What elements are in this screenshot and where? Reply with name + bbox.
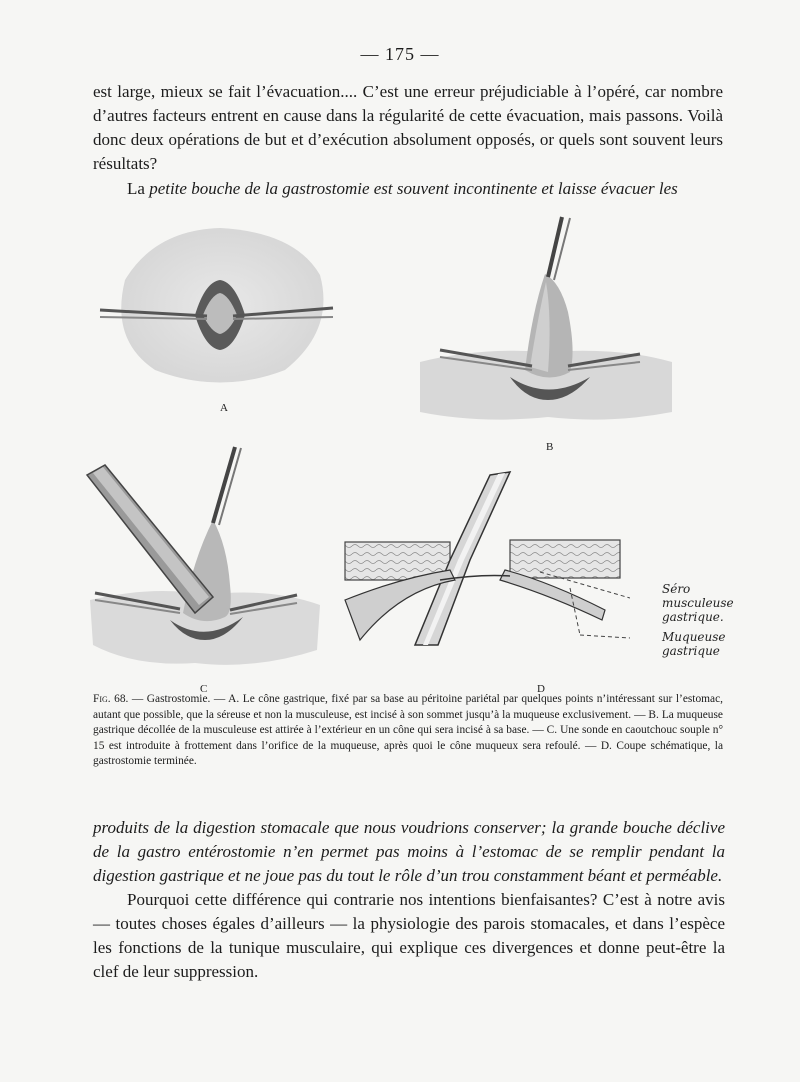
figure-a-illustration bbox=[95, 220, 340, 395]
page-number: — 175 — bbox=[360, 44, 440, 64]
caption-figure-number: Fig. 68. bbox=[93, 693, 129, 705]
figure-b-label: B bbox=[546, 441, 555, 453]
paragraph-4: Pourquoi cette différence qui contrarie nos intentions bienfaisantes? C’est à notre avis — toutes choses égales d’ailleurs — la physiologie des parois stomacales, et dans l’espèce les fonctions de la tunique musculaire, qui explique ces divergences et donne peut-être la clef de leur suppression. bbox=[93, 890, 725, 981]
bottom-text-block bbox=[93, 816, 725, 984]
top-text-block bbox=[93, 80, 723, 201]
figure-caption bbox=[93, 692, 723, 770]
figure-a-label: A bbox=[220, 402, 229, 414]
handwritten-note-sero-musculeuse: Séro musculeuse gastrique. bbox=[662, 582, 734, 624]
paragraph-1: est large, mieux se fait l’évacuation.... C’est une erreur préjudiciable à l’opéré, car nombre d’autres facteurs entrent en cause dans la régularité de cette évacuation, mais passons. Voilà donc deux opérations de but et d’exécution absolument opposés, or quels sont souvent leurs résultats? bbox=[93, 82, 723, 173]
caption-text: — Gastrostomie. — A. Le cône gastrique, fixé par sa base au péritoine pariétal par quelques points n’intéressant sur l’estomac, autant que possible, que la séreuse et non la musculeuse, est incisé à son sommet jusqu’à la muqueuse exclusivement. — B. La muqueuse gastrique décollée de la musculeuse est attirée à l’extérieur en un cône qui sera incisé à sa base. — C. Une sonde en caoutchouc souple n° 15 est introduite à frottement dans l’orifice de la muqueuse, après quoi le cône muqueux sera refoulé. — D. Coupe schématique, la gastrostomie terminée. bbox=[93, 693, 723, 767]
paragraph-2-prefix: La bbox=[127, 179, 145, 198]
paragraph-3-italic: produits de la digestion stomacale que nous voudrions conserver; la grande bouche déclive de la gastro entérostomie n’en permet pas moins à l’estomac de se remplir pendant la digestion gastrique et ne joue pas du tout le rôle d’un trou constamment béant et perméable. bbox=[93, 818, 725, 885]
paragraph-2 bbox=[93, 177, 723, 201]
figure-b-illustration bbox=[420, 212, 675, 437]
figure-c-label: C bbox=[200, 683, 209, 695]
paragraph-2-italic: petite bouche de la gastrostomie est souvent incontinente et laisse évacuer les bbox=[144, 179, 678, 198]
figure-d-label: D bbox=[537, 683, 546, 695]
figure-c-illustration bbox=[85, 445, 325, 673]
handwritten-note-muqueuse: Muqueuse gastrique bbox=[662, 630, 726, 658]
figure-d-illustration bbox=[340, 470, 630, 650]
